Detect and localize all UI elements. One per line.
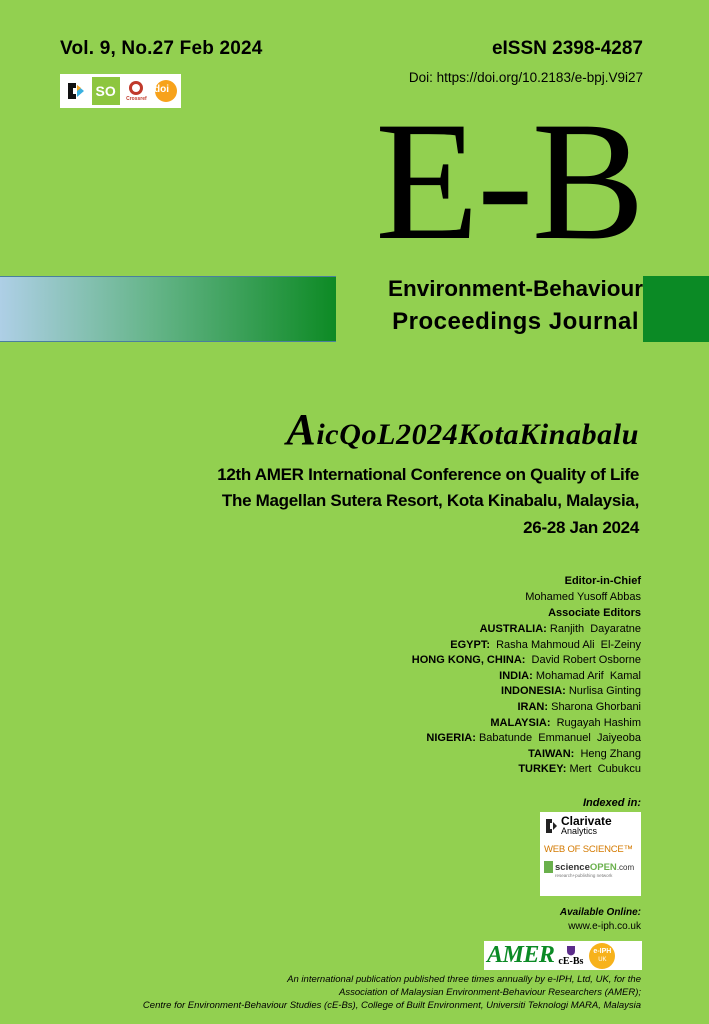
available-online-label: Available Online: bbox=[559, 907, 641, 918]
editor-country: TAIWAN: bbox=[528, 747, 575, 760]
eiph-logo bbox=[589, 943, 615, 969]
journal-title-line2: Proceedings Journal bbox=[392, 308, 639, 335]
associate-editor-row bbox=[412, 654, 641, 666]
editor-name: Mert Cubukcu bbox=[566, 763, 641, 776]
associate-editor-row bbox=[490, 717, 641, 729]
conference-title: 12th AMER International Conference on Quality of Life bbox=[217, 465, 639, 484]
associate-editor-row bbox=[450, 639, 641, 651]
volume-issue: Vol. 9, No.27 Feb 2024 bbox=[60, 38, 263, 59]
conference-dates: 26-28 Jan 2024 bbox=[523, 518, 639, 537]
analytics-text: Analytics bbox=[561, 826, 598, 836]
conference-name-initial: A bbox=[286, 405, 317, 454]
eissn: eISSN 2398-4287 bbox=[491, 38, 643, 59]
amer-logo: AMER bbox=[487, 942, 555, 968]
conference-venue: The Magellan Sutera Resort, Kota Kinabalu, Malaysia, bbox=[221, 491, 639, 510]
crossref-seal-icon bbox=[122, 77, 152, 105]
editor-name: Heng Zhang bbox=[574, 747, 641, 760]
editor-country: IRAN: bbox=[517, 701, 549, 713]
doi-logo-text: doi bbox=[154, 84, 169, 95]
editor-name: Mohamad Arif Kamal bbox=[532, 669, 641, 682]
scienceopen-tagline: research+publishing network bbox=[555, 873, 613, 878]
scienceopen-com: .com bbox=[616, 862, 635, 872]
indexed-in-label: Indexed in: bbox=[582, 797, 641, 809]
uitm-crest-icon bbox=[566, 945, 576, 956]
editor-name: David Robert Osborne bbox=[525, 654, 641, 667]
website-link[interactable]: www.e-iph.co.uk bbox=[568, 921, 641, 932]
clarivate-icon bbox=[544, 818, 558, 834]
editor-name: Nurlisa Ginting bbox=[565, 685, 641, 698]
crossref-label: Crossref bbox=[126, 96, 147, 102]
editor-name: Sharona Ghorbani bbox=[548, 701, 641, 713]
associate-editor-row bbox=[426, 732, 641, 744]
scienceopen-icon bbox=[544, 861, 553, 873]
scienceopen-logo bbox=[544, 861, 637, 873]
associate-editor-row bbox=[480, 623, 641, 635]
footer-line1: An international publication published three times annually by e-IPH, Ltd, UK, for the bbox=[287, 974, 641, 985]
editor-country: TURKEY: bbox=[518, 763, 567, 776]
editor-country: INDONESIA: bbox=[501, 685, 566, 698]
editor-country: MALAYSIA: bbox=[490, 716, 551, 729]
indexing-logos bbox=[540, 812, 641, 896]
so-logo-icon: SO bbox=[92, 77, 120, 105]
editor-country: EGYPT: bbox=[450, 638, 490, 651]
editor-country: INDIA: bbox=[499, 669, 533, 682]
editor-name: Ranjith Dayaratne bbox=[546, 623, 641, 635]
editor-name: Rasha Mahmoud Ali El-Zeiny bbox=[489, 638, 641, 651]
publisher-logos bbox=[484, 941, 642, 970]
gradient-band bbox=[0, 276, 336, 342]
cebs-logo bbox=[558, 945, 583, 967]
editor-country: AUSTRALIA: bbox=[479, 623, 547, 635]
green-band bbox=[643, 276, 709, 342]
cebs-text: cE-Bs bbox=[558, 955, 584, 967]
scienceopen-open: OPEN bbox=[589, 861, 617, 873]
editor-name: Rugayah Hashim bbox=[550, 716, 641, 729]
journal-abbreviation: E-B bbox=[375, 87, 643, 275]
associate-editor-row bbox=[499, 670, 641, 682]
editor-in-chief-name: Mohamed Yusoff Abbas bbox=[525, 591, 641, 603]
eiph-text: e-IPH bbox=[593, 947, 612, 955]
associate-editor-row bbox=[518, 763, 641, 775]
associate-editors-label: Associate Editors bbox=[548, 607, 641, 619]
editor-country: HONG KONG, CHINA: bbox=[411, 654, 526, 667]
eiph-uk-text: UK bbox=[598, 956, 607, 963]
clarivate-text: Clarivate bbox=[561, 814, 612, 828]
footer-line2: Association of Malaysian Environment-Behaviour Researchers (AMER); bbox=[338, 987, 641, 998]
associate-editor-row bbox=[517, 701, 641, 713]
footer-line3: Centre for Environment-Behaviour Studies (cE-Bs), College of Built Environment, Universiti Teknologi MARA, Malaysia bbox=[142, 1000, 641, 1011]
crossref-logo-icon bbox=[62, 77, 90, 105]
scienceopen-science: science bbox=[555, 861, 590, 873]
conference-name-rest: icQoL2024KotaKinabalu bbox=[316, 418, 639, 451]
web-of-science-logo: WEB OF SCIENCE™ bbox=[544, 844, 633, 855]
editor-in-chief-label: Editor-in-Chief bbox=[564, 575, 641, 587]
conference-name bbox=[286, 404, 639, 455]
associate-editor-row bbox=[501, 685, 641, 697]
clarivate-logo bbox=[544, 816, 637, 836]
journal-title-line1: Environment-Behaviour bbox=[387, 276, 643, 301]
doi-link[interactable]: Doi: https://doi.org/10.2183/e-bpj.V9i27 bbox=[408, 70, 643, 85]
associate-editor-row bbox=[528, 748, 641, 760]
editor-name: Babatunde Emmanuel Jaiyeoba bbox=[475, 732, 641, 745]
editor-country: NIGERIA: bbox=[426, 732, 476, 745]
